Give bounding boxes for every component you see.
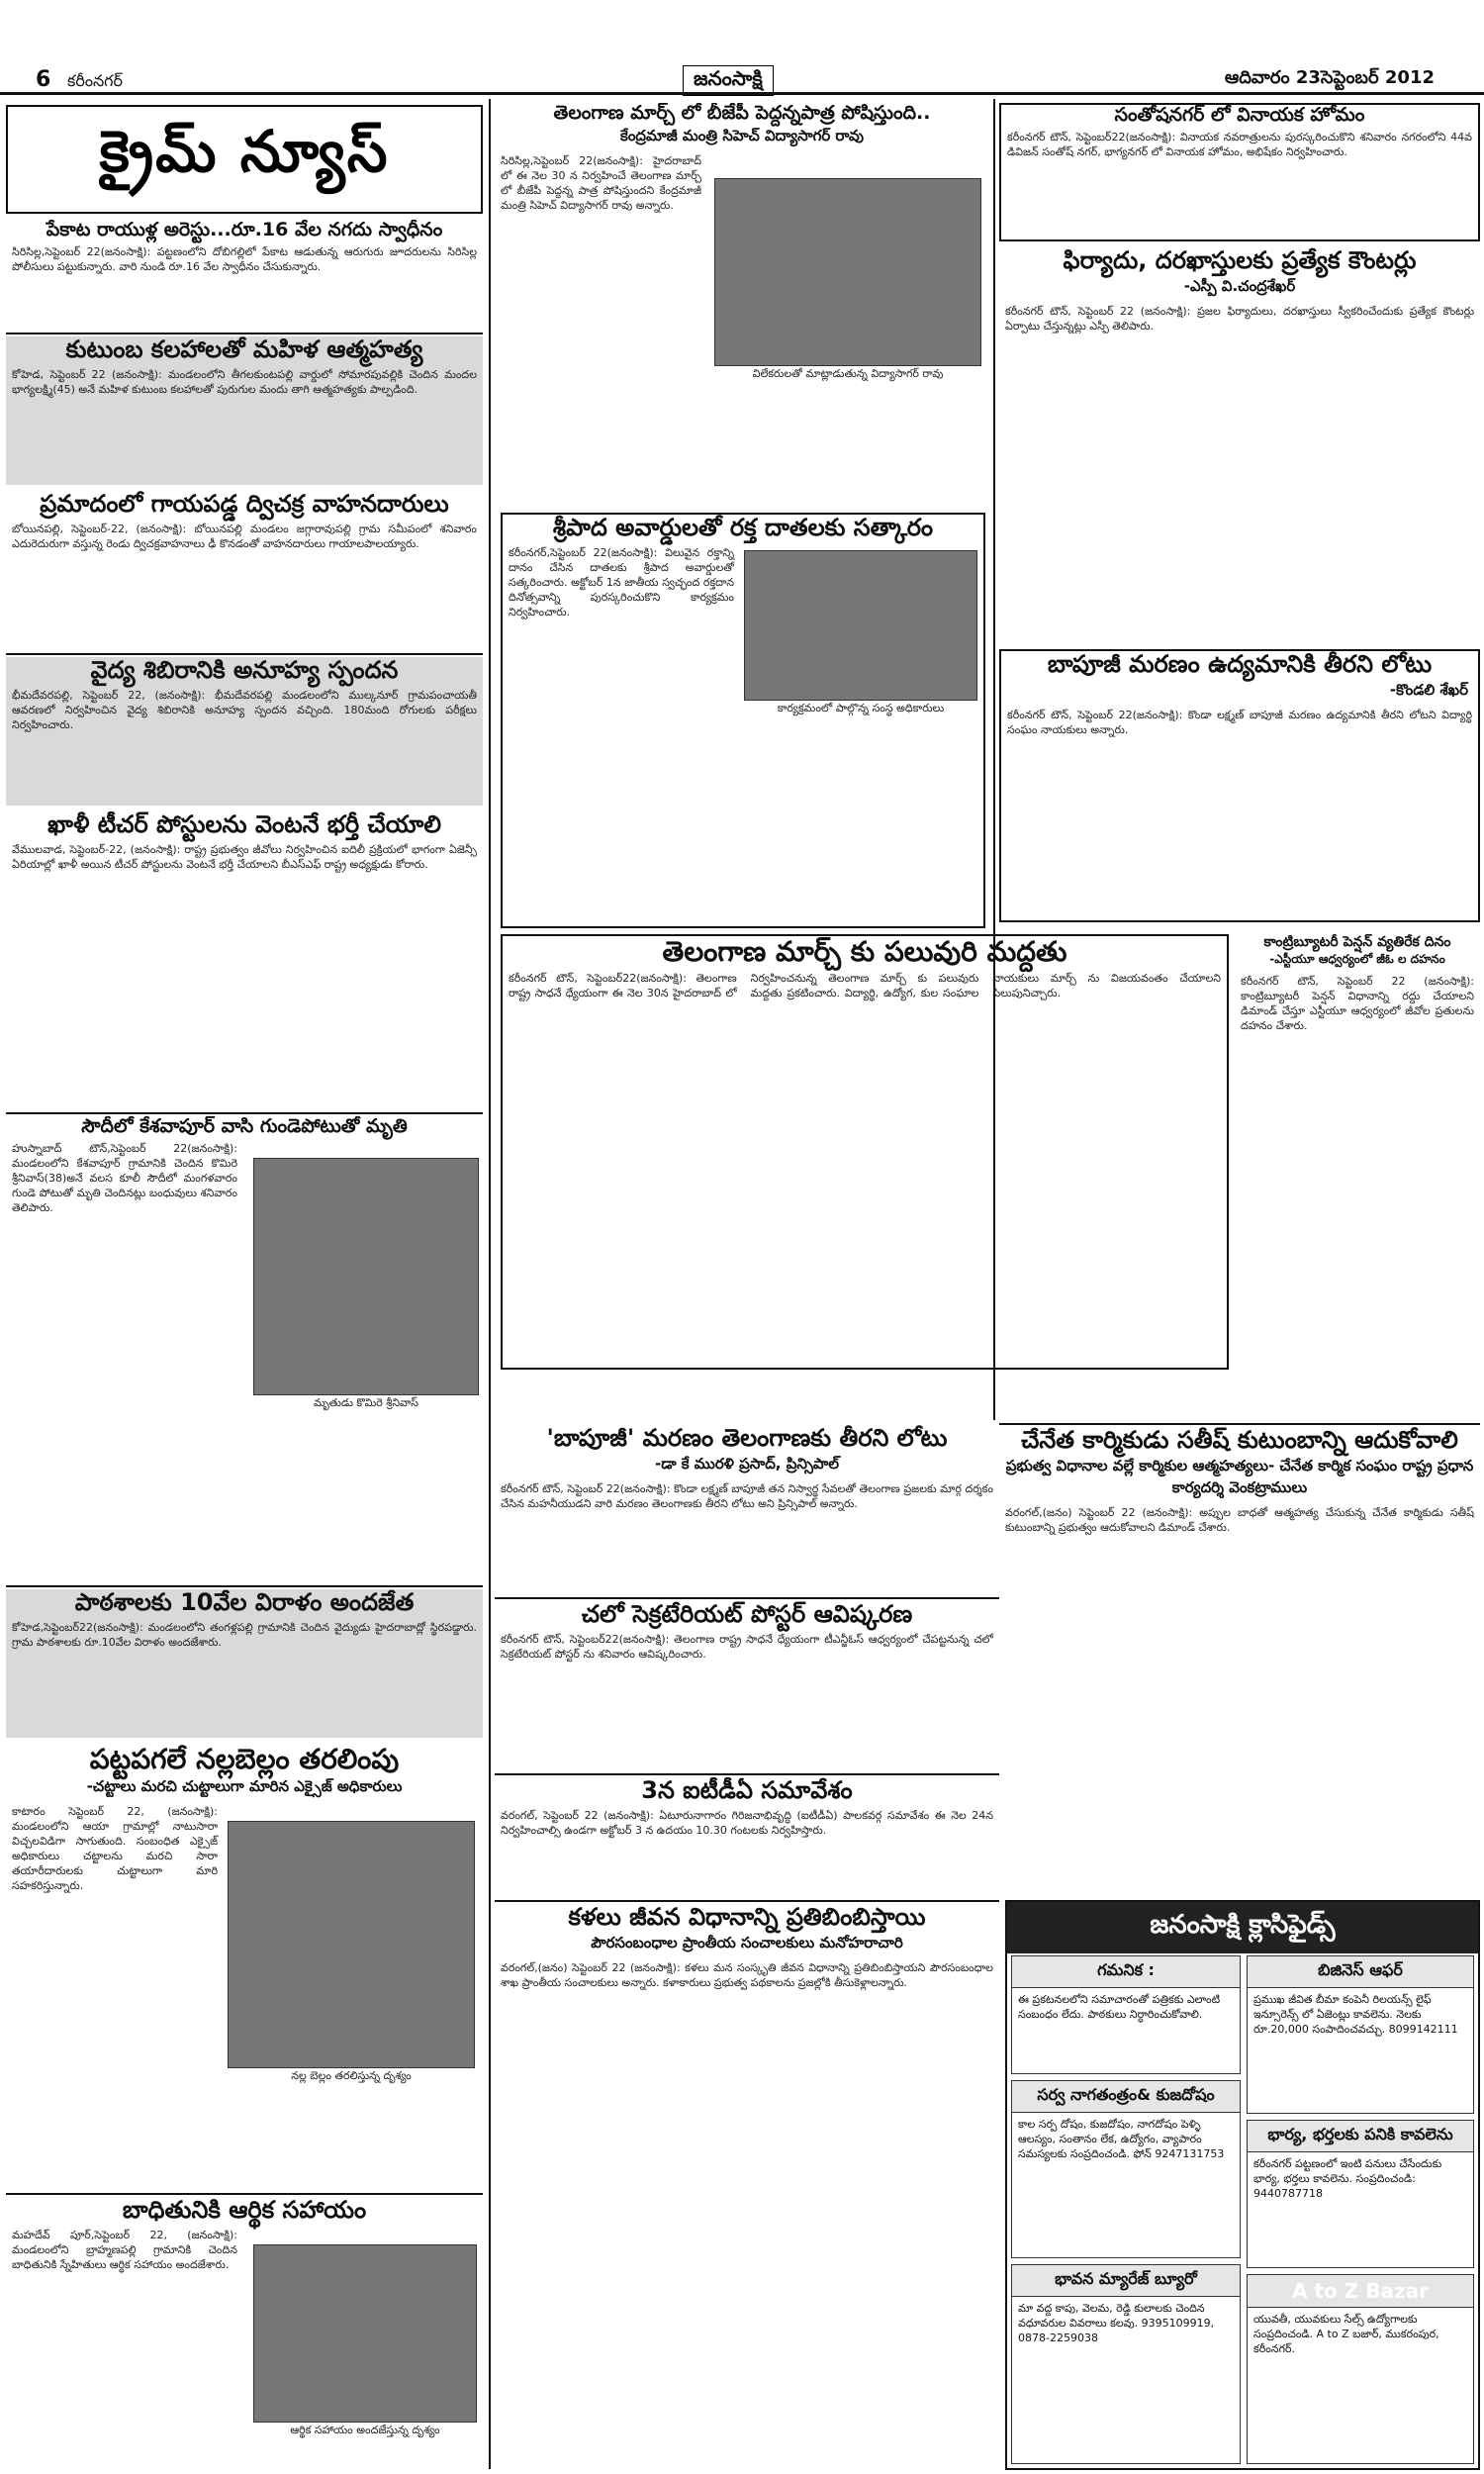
ad-title: సర్వ నాగతంత్రం& కుజదోషం — [1012, 2081, 1240, 2113]
classified-ad-a-to-z-bazar — [1247, 2274, 1474, 2464]
article-vinayaka-homam — [999, 103, 1480, 241]
article-pension-protest — [1235, 934, 1480, 1419]
vidyasagar-rao-photo — [714, 178, 981, 380]
article-body: కరీంనగర్ టౌన్, సెప్టెంబర్ 22(జనంసాక్షి): కొండా లక్ష్మణ్ బాపూజీ తన నిస్వార్థ సేవలతో తెలంగాణ ప్రజలకు మార్గ దర్శకం చేసిన మహనీయుడని వారి మరణం తెలంగాణకు తీరని లోటు అని ప్రిన్సిపాల్ అన్నారు. — [501, 1481, 993, 1510]
article-body: కాటారం సెప్టెంబర్ 22, (జనంసాక్షి): మండలంలోని ఆయా గ్రామాల్లో నాటుసారా విచ్చలవిడిగా సాగుతుంది. సంబంధిత ఎక్సైజ్ అధికారులు చట్టాలను మరచి సారా తయారీదారులకు చుట్టాలుగా మారి సహకరిస్తున్నారు. — [12, 1805, 218, 1893]
article-headline: పేకాట రాయుళ్ల అరెస్టు...రూ.16 వేల నగదు స్వాధీనం — [46, 220, 443, 240]
article-body: భీమదేవరపల్లి, సెప్టెంబర్ 22, (జనంసాక్షి): భీమదేవరపల్లి మండలంలోని ముల్కనూర్ గ్రామపంచాయతీ ఆవరణలో నిర్వహించిన వైద్య శిబిరానికి అనూహ్య స్పందన వచ్చింది. 180మంది రోగులకు పరీక్షలు నిర్వహించారు. — [12, 688, 477, 731]
article-headline: కళలు జీవన విధానాన్ని ప్రతిబింబిస్తాయి — [568, 1904, 926, 1931]
classified-ad-astrology — [1011, 2080, 1241, 2258]
classified-ad-couple-wanted — [1247, 2120, 1474, 2268]
ad-body: మా వద్ద కాపు, వెలమ, రెడ్డి కులాలకు చెందిన వధూవరుల వివరాలు కలవు. 9395109919, 0878-2259038 — [1018, 2302, 1215, 2344]
article-woman-suicide — [6, 336, 483, 485]
column-divider — [489, 99, 491, 2469]
article-subheadline: -కొండలి శేఖర్ — [1389, 680, 1468, 699]
page-header — [0, 0, 1484, 95]
article-headline: పట్టపగలే నల్లబెల్లం తరలింపు — [89, 1744, 400, 1775]
blood-donors-photo — [744, 550, 977, 714]
ad-body: ప్రముఖ జీవిత బీమా కంపెనీ రిలయన్స్ లైఫ్ ఇన్సూరెన్స్ లో ఏజెంట్లు కావలెను. నెలకు రూ.20,000 సంపాదించవచ్చు. 8099142111 — [1253, 1993, 1458, 2036]
article-subheadline: -ఎస్టీయూ ఆధ్వర్యంలో జీఓ ల దహనం — [1269, 952, 1445, 967]
article-body: కరీంనగర్ టౌన్, సెప్టెంబర్22(జనంసాక్షి): వినాయక నవరాత్రులను పురస్కరించుకొని శనివారం నగరంలోని 44వ డివిజన్ సంతోష్ నగర్, భాగ్యనగర్ లో వినాయక హోమం, అభిషేకం నిర్వహించారు. — [1007, 130, 1472, 158]
divider — [495, 1597, 999, 1599]
article-handloom-weaver — [999, 1427, 1480, 1892]
ad-title: A to Z Bazar — [1248, 2275, 1473, 2308]
article-headline: 'బాపూజీ' మరణం తెలంగాణకు తీరని లోటు — [546, 1425, 948, 1452]
article-headline: చేనేత కార్మికుడు సతీష్ కుటుంబాన్ని ఆదుకోవాలి — [1021, 1427, 1458, 1454]
article-bapuji-movement-loss — [999, 649, 1480, 922]
article-body: కోహెడ,సెప్టెంబర్22(జనంసాక్షి): మండలంలోని తంగళ్లపల్లి గ్రామానికి చెందిన వైద్యుడు హైదరాబాద్లో స్థిరపడ్డారు. గ్రామ పాఠశాలకు రూ.10వేల విరాళం అందజేశారు. — [12, 1620, 477, 1649]
article-body: సిరిసిల్ల,సెప్టెంబర్ 22(జనంసాక్షి): పట్టణంలోని దోబిగల్లిలో పేకాట ఆడుతున్న ఆరుగురు జూదరులను సిరిసిల్ల పోలీసులు పట్టుకున్నారు. వారి నుండి రూ.16 వేల స్వాధీనం చేసుకున్నారు. — [12, 244, 477, 273]
ad-title: బిజినెస్ ఆఫర్ — [1248, 1956, 1473, 1988]
photo-caption: మృతుడు కొమిరె శ్రీనివాస్ — [314, 1396, 418, 1409]
article-bike-accident — [6, 491, 483, 649]
article-body: సిరిసిల్ల,సెప్టెంబర్ 22(జనంసాక్షి): హైదరాబాద్ లో ఈ నెల 30 న నిర్వహించే తెలంగాణ మార్చ్ లో బీజేపీ పెద్దన్న పాత్ర పోషిస్తుందని కేంద్రమాజీ మంత్రి సిహెచ్ విద్యాసాగర్ రావు అన్నారు. — [501, 153, 701, 212]
article-school-donation — [6, 1589, 483, 1738]
article-headline: ఖాళీ టీచర్ పోస్టులను వెంటనే భర్తీ చేయాలి — [47, 811, 441, 838]
article-body: కోహెడ, సెప్టెంబర్ 22 (జనంసాక్షి): మండలంలోని తీగలకుంటపల్లి వార్డులో సోమారపువల్లికి చెందిన మందల భాగ్యలక్ష్మి(45) అనే మహిళ కుటుంబ కలహాలతో పురుగుల మందు తాగి ఆత్మహత్యకు పాల్పడింది. — [12, 367, 477, 396]
article-body: మహదేవ్ పూర్,సెప్టెంబర్ 22, (జనంసాక్షి): మండలంలోని బ్రాహ్మణపల్లి గ్రామానికి చెందిన బాధితునికి స్నేహితులు ఆర్థిక సహాయం అందజేశారు. — [12, 2228, 237, 2271]
photo-caption: విలేకరులతో మాట్లాడుతున్న విద్యాసాగర్ రావు — [752, 367, 944, 380]
article-body: బోయినపల్లి, సెప్టెంబర్-22, (జనంసాక్షి): బోయినపల్లి మండలం జగ్గారావుపల్లి గ్రామ సమీపంలో శనివారం ఎదురెదురుగా వస్తున్న రెండు ద్విచక్రవాహనాలు ఢీ కొనడంతో వాహనదారులు గాయాలపాలయ్యారు. — [12, 522, 477, 550]
article-body: కరీంనగర్ టౌన్, సెప్టెంబర్22(జనంసాక్షి): తెలంగాణ రాష్ట్ర సాధనే ధ్యేయంగా టీఎన్జీఓస్ ఆధ్వర్యంలో చేపట్టనున్న చలో సెక్రటేరియట్ పోస్టర్ ను శనివారం ఆవిష్కరించారు. — [501, 1632, 993, 1661]
article-complaint-counters — [999, 247, 1480, 643]
article-body: కరీంనగర్ టౌన్, సెప్టెంబర్ 22 (జనంసాక్షి): కాంట్రిబ్యూటరీ పెన్షన్ విధానాన్ని రద్దు చేయాలని డిమాండ్ చేస్తూ ఎస్టీయూ ఆధ్వర్యంలో జీవోల ప్రతులను దహనం చేశారు. — [1241, 975, 1474, 1033]
article-subheadline: -చట్టాలు మరచి చుట్టాలుగా మారిన ఎక్సైజ్ అధికారులు — [86, 1777, 403, 1796]
divider — [6, 653, 483, 655]
classifieds-banner: జనంసాక్షి క్లాసిఫైడ్స్ — [1007, 1902, 1478, 1953]
article-subheadline: కేంద్రమాజీ మంత్రి సిహెచ్ విద్యాసాగర్ రావు — [620, 126, 864, 144]
divider — [6, 2193, 483, 2195]
deceased-photo — [253, 1158, 479, 1409]
divider — [6, 1585, 483, 1587]
divider — [6, 1112, 483, 1114]
classified-ad-business-offer — [1247, 1955, 1474, 2114]
divider — [495, 1773, 999, 1775]
classified-notice — [1011, 1955, 1241, 2074]
article-gambling-arrest — [6, 220, 483, 329]
article-headline: 3న ఐటీడీఏ సమావేశం — [641, 1777, 853, 1804]
crime-news-banner — [6, 105, 483, 214]
article-headline: కాంట్రిబ్యూటరీ పెన్షన్ వ్యతిరేక దినం — [1263, 934, 1451, 950]
article-body: కరీంనగర్ టౌన్, సెప్టెంబర్22(జనంసాక్షి): తెలంగాణ రాష్ట్ర సాధనే ధ్యేయంగా ఈ నెల 30న హైదరాబాద్ లో నిర్వహించనున్న తెలంగాణ మార్చ్ కు పలువురు మద్దతు ప్రకటించారు. విద్యార్థి, ఉద్యోగ, కుల సంఘాల నాయకులు మార్చ్ ను విజయవంతం చేయాలని పిలుపునిచ్చారు. — [509, 972, 1221, 1000]
masthead: జనంసాక్షి — [683, 65, 774, 96]
article-headline: తెలంగాణ మార్చ్ కు పలువురి మద్దతు — [662, 935, 1067, 968]
article-subheadline: -ఎస్పీ వి.చంద్రశేఖర్ — [1183, 276, 1296, 295]
photo-caption: కార్యక్రమంలో పాల్గొన్న సంస్థ అధికారులు — [777, 702, 945, 714]
divider — [999, 1423, 1480, 1425]
ad-body: కాల సర్ప దోషం, కుజదోషం, నాగదోషం పెళ్ళి ఆలస్యం, సంతానం లేక, ఉద్యోగం, వ్యాపారం సమస్యలకు సంప్రదించండి. ఫోన్ 9247131753 — [1018, 2118, 1225, 2160]
article-headline: శ్రీపాద అవార్డులతో రక్త దాతలకు సత్కారం — [552, 514, 934, 541]
ad-title: భావన మ్యారేజ్ బ్యూరో — [1012, 2265, 1240, 2297]
article-subheadline: ప్రభుత్వ విధానాల వల్లే కార్మికుల ఆత్మహత్యలు- చేనేత కార్మిక సంఘం రాష్ట్ర ప్రధాన కార్యదర్శి వెంకట్రాములు — [1005, 1456, 1474, 1496]
article-body: కరీంనగర్,సెప్టెంబర్ 22(జనంసాక్షి): విలువైన రక్తాన్ని దానం చేసిన దాతలకు శ్రీపాద అవార్డులతో సత్కరించారు. అక్టోబర్ 1న జాతీయ స్వచ్ఛంద రక్తదాన దినోత్సవాన్ని పురస్కరించుకొని కార్యక్రమం నిర్వహించారు. — [509, 545, 734, 618]
page-number: 6 — [36, 67, 51, 92]
article-headline: తెలంగాణ మార్చ్ లో బీజేపీ పెద్దన్నపాత్ర పోషిస్తుంది.. — [553, 103, 931, 124]
article-teacher-posts — [6, 811, 483, 1108]
article-headline: చలో సెక్రటేరియట్ పోస్టర్ ఆవిష్కరణ — [581, 1601, 913, 1628]
article-body: వరంగల్,(జనం) సెప్టెంబర్ 22 (జనంసాక్షి): అప్పుల బాధతో ఆత్మహత్య చేసుకున్న చేనేత కార్మికుడు సతీష్ కుటుంబాన్ని ప్రభుత్వం ఆదుకోవాలని డిమాండ్ చేశారు. — [1005, 1505, 1474, 1534]
article-body: కరీంనగర్ టౌన్, సెప్టెంబర్ 22(జనంసాక్షి): కొండా లక్ష్మణ్ బాపూజీ మరణం ఉద్యమానికి తీరని లోటని విద్యార్థి సంఘం నాయకులు అన్నారు. — [1007, 708, 1472, 736]
article-subheadline: పౌరసంబంధాల ప్రాంతీయ సంచాలకులు మనోహరాచారి — [591, 1933, 903, 1951]
article-bapuji-principal — [495, 1425, 999, 1593]
article-headline: సౌదీలో కేశవాపూర్ వాసి గుండెపోటుతో మృతి — [81, 1116, 408, 1137]
ad-body: కరీంనగర్ పట్టణంలో ఇంటి పనులు చేసేందుకు భార్య, భర్తలు కావలెను. సంప్రదించండి: 9440787718 — [1253, 2157, 1442, 2200]
classified-ad-marriage-bureau — [1011, 2264, 1241, 2464]
jaggery-vehicle-photo — [228, 1821, 475, 2082]
photo-caption: నల్ల బెల్లం తరలిస్తున్న దృశ్యం — [291, 2069, 412, 2082]
article-subheadline: -డా కే మురళి ప్రసాద్, ప్రిన్సిపాల్ — [654, 1454, 840, 1473]
article-headline: సంతోషనగర్ లో వినాయక హోమం — [1114, 104, 1365, 126]
article-headline: ఫిర్యాదు, దరఖాస్తులకు ప్రత్యేక కౌంటర్లు — [1063, 247, 1417, 274]
article-headline: బాధితునికి ఆర్థిక సహాయం — [122, 2197, 367, 2224]
article-arts-reflect-life — [495, 1904, 999, 2468]
article-headline: వైద్య శిబిరానికి అనూహ్య స్పందన — [90, 657, 399, 684]
divider — [6, 333, 483, 334]
article-body: హుస్నాబాద్ టౌన్,సెప్టెంబర్ 22(జనంసాక్షి): మండలంలోని కేశవాపూర్ గ్రామానికి చెందిన కొమిరె శ్రీనివాస్(38)అనే వలస కూలీ సౌదీలో మంగళవారం గుండె పోటుతో మృతి చెందినట్లు బంధువులు శనివారం తెలిపారు. — [12, 1141, 237, 1214]
issue-date: ఆదివారం 23సెప్టెంబర్ 2012 — [1224, 67, 1435, 88]
article-headline: కుటుంబ కలహాలతో మహిళ ఆత్మహత్య — [65, 336, 423, 363]
article-itda-meeting — [495, 1777, 999, 1896]
article-chalo-secretariat — [495, 1601, 999, 1769]
photo-caption: ఆర్థిక సహాయం అందజేస్తున్న దృశ్యం — [290, 2424, 440, 2436]
article-body: వేములవాడ, సెప్టెంబర్-22, (జనంసాక్షి): రాష్ట్ర ప్రభుత్వం జీవోలు నిర్వహించిన ఐదిలీ ప్రక్రియలో భాగంగా ఏజెన్సీ ఏరియాల్లో ఖాళీ అయిన టీచర్ పోస్టులను వెంటనే భర్తీ చేయాలని బీఎస్ఎఫ్ రాష్ట్ర అధ్యక్షుడు కోరారు. — [12, 842, 477, 871]
article-telangana-march-support — [501, 934, 1229, 1370]
ad-title: భార్య, భర్తలకు పనికి కావలెను — [1248, 2121, 1473, 2152]
article-body: కరీంనగర్ టౌన్, సెప్టెంబర్ 22 (జనంసాక్షి): ప్రజల ఫిర్యాదులు, దరఖాస్తులు స్వీకరించేందుకు ప్రత్యేక కౌంటర్లు ఏర్పాటు చేస్తున్నట్లు ఎస్పీ తెలిపారు. — [1005, 304, 1474, 333]
divider — [495, 1900, 999, 1902]
article-body: వరంగల్, సెప్టెంబర్ 22 (జనంసాక్షి): ఏటూరునాగారం గిరిజనాభివృద్ధి (ఐటీడీఏ) పాలకవర్గ సమావేశం ఈ నెల 24న నిర్వహించాల్సి ఉండగా అక్టోబర్ 3 న ఉదయం 10.30 గంటలకు నిర్వహిస్తారు. — [501, 1808, 993, 1837]
article-medical-camp — [6, 657, 483, 806]
edition-name: కరీంనగర్ — [67, 71, 124, 90]
article-headline: ప్రమాదంలో గాయపడ్డ ద్విచక్ర వాహనదారులు — [40, 491, 449, 518]
aid-photo — [253, 2244, 477, 2436]
ad-body: యువతీ, యువకులు సేల్స్ ఉద్యోగాలకు సంప్రదించండి. A to Z బజార్, ముకరంపుర, కరీంనగర్. — [1253, 2313, 1439, 2355]
notice-title: గమనిక : — [1012, 1956, 1240, 1988]
article-headline: బాపూజీ మరణం ఉద్యమానికి తీరని లోటు — [1047, 650, 1433, 678]
article-headline: పాఠశాలకు 10వేల విరాళం అందజేత — [74, 1589, 415, 1616]
article-body: వరంగల్,(జనం) సెప్టెంబర్ 22 (జనంసాక్షి): కళలు మన సంస్కృతి జీవన విధానాన్ని ప్రతిబింబిస్తాయని పౌరసంబంధాల శాఖ ప్రాంతీయ సంచాలకులు అన్నారు. కళాకారులు ప్రభుత్వ పథకాలను ప్రజల్లోకి తీసుకెళ్లాలన్నారు. — [501, 1960, 993, 1989]
crime-banner-title: క్రైమ్ న్యూస్ — [99, 118, 390, 185]
notice-body: ఈ ప్రకటనలలోని సమాచారంతో పత్రికకు ఎలాంటి సంబంధం లేదు. పాఠకులు నిర్ధారించుకోవాలి. — [1018, 1993, 1221, 2021]
